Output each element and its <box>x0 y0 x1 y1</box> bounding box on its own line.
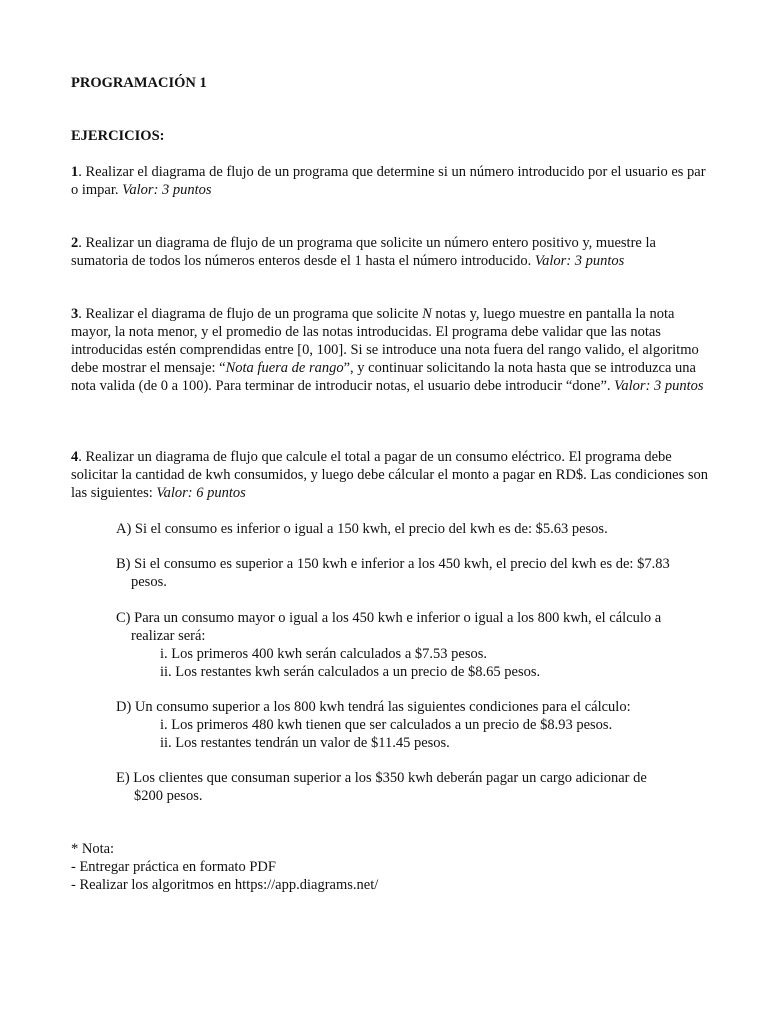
condition-d-subitem-i: i. Los primeros 480 kwh tienen que ser calculados a un precio de $8.93 pesos. <box>160 717 613 733</box>
exercise-3-text-a: . Realizar el diagrama de flujo de un programa que solicite <box>78 306 423 322</box>
exercise-3-n: N <box>422 306 432 322</box>
exercise-1-number: 1 <box>71 164 79 180</box>
exercise-3 <box>71 305 711 395</box>
condition-c-subitem-ii: ii. Los restantes kwh serán calculados a un precio de $8.65 pesos. <box>160 664 541 680</box>
exercise-3-value: Valor: 3 puntos <box>614 378 704 394</box>
exercise-4 <box>71 448 711 502</box>
condition-c-subitem-i: i. Los primeros 400 kwh serán calculados a $7.53 pesos. <box>160 646 487 662</box>
condition-e-line2: $200 pesos. <box>134 788 203 804</box>
condition-d: D) Un consumo superior a los 800 kwh tendrá las siguientes condiciones para el cálculo: <box>116 699 631 715</box>
condition-c <box>116 609 716 645</box>
condition-b-line2: pesos. <box>131 574 167 590</box>
condition-c-line1: C) Para un consumo mayor o igual a los 450 kwh e inferior o igual a los 800 kwh, el cálculo a <box>116 610 662 626</box>
exercise-3-text-b: notas y, luego muestre en pantalla la nota mayor, la nota menor, y el promedio de las notas introducidas. El programa debe validar que las notas introducidas estén comprendidas entre [0, 100]. Si se introduce una nota fuera del rango valido, el algoritmo debe mostrar el mensaje: “ <box>71 306 699 376</box>
condition-a: A) Si el consumo es inferior o igual a 150 kwh, el precio del kwh es de: $5.63 pesos. <box>116 521 608 537</box>
exercise-1 <box>71 163 711 199</box>
section-heading: EJERCICIOS: <box>71 128 165 144</box>
exercise-3-text-c: ”, y continuar solicitando la nota hasta que se introduzca una nota valida (de 0 a 100). Para terminar de introducir notas, el usuario debe introducir “done”. <box>71 360 696 394</box>
exercise-4-text: . Realizar un diagrama de flujo que calcule el total a pagar de un consumo eléctrico. El programa debe solicitar la cantidad de kwh consumidos, y luego debe cálcular el monto a pagar en RD$. Las condiciones son las siguientes: <box>71 449 709 501</box>
condition-b-line1: B) Si el consumo es superior a 150 kwh e inferior a los 450 kwh, el precio del kwh es de: $7.83 <box>116 556 670 572</box>
condition-e <box>116 769 716 805</box>
exercise-2 <box>71 234 711 270</box>
exercise-2-text: . Realizar un diagrama de flujo de un programa que solicite un número entero positivo y, muestre la sumatoria de todos los números enteros desde el 1 hasta el número introducido. <box>71 235 656 269</box>
exercise-2-value: Valor: 3 puntos <box>534 253 625 269</box>
note-item-diagrams: - Realizar los algoritmos en https://app.diagrams.net/ <box>71 877 379 893</box>
exercise-4-value: Valor: 6 puntos <box>156 485 246 501</box>
exercise-4-number: 4 <box>71 449 79 465</box>
document-title: PROGRAMACIÓN 1 <box>71 75 207 91</box>
condition-d-subitem-ii: ii. Los restantes tendrán un valor de $11.45 pesos. <box>160 735 450 751</box>
exercise-1-text: . Realizar el diagrama de flujo de un programa que determine si un número introducido por el usuario es par o impar. <box>71 164 706 198</box>
note-title: * Nota: <box>71 841 115 857</box>
exercise-3-message: Nota fuera de rango <box>225 360 344 376</box>
exercise-3-number: 3 <box>71 306 79 322</box>
exercise-1-value: Valor: 3 puntos <box>122 182 212 198</box>
note-item-pdf: - Entregar práctica en formato PDF <box>71 859 276 875</box>
condition-b <box>116 555 716 591</box>
exercise-2-number: 2 <box>71 235 79 251</box>
condition-c-line2: realizar será: <box>131 628 206 644</box>
condition-e-line1: E) Los clientes que consuman superior a los $350 kwh deberán pagar un cargo adicionar de <box>116 770 647 786</box>
